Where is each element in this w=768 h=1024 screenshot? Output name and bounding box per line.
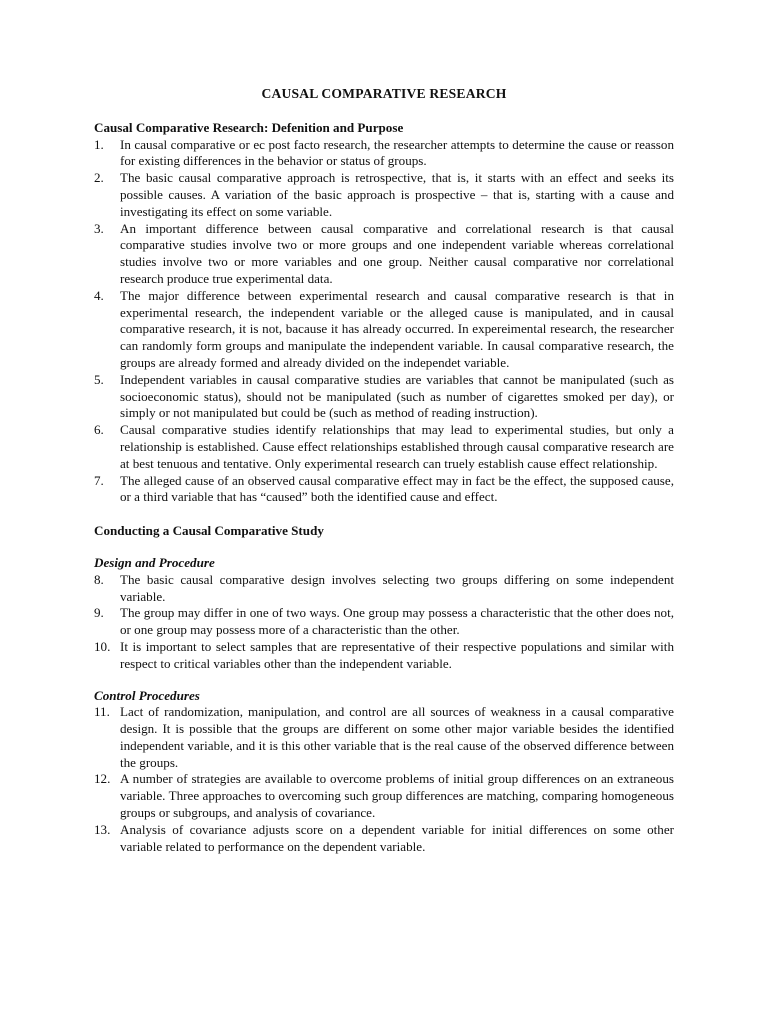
control-list — [94, 704, 674, 855]
section-heading-definition: Causal Comparative Research: Defenition and Purpose — [94, 119, 404, 135]
list-item — [94, 422, 674, 472]
list-item — [94, 639, 674, 673]
item-number: 9. — [94, 605, 104, 621]
list-item — [94, 473, 674, 507]
item-text: Lact of randomization, manipulation, and control are all sources of weakness in a causal comparative design. It is possible that the groups are different on some other major variable besides the identified independent variable, and it is this other variable that is the real cause of the observed difference between the groups. — [120, 704, 674, 770]
item-text: Analysis of covariance adjusts score on a dependent variable for initial differences on some other variable related to performance on the dependent variable. — [120, 821, 674, 854]
item-text: The alleged cause of an observed causal comparative effect may in fact be the effect, the supposed cause, or a third variable that has “caused” both the identified cause and effect. — [120, 472, 674, 505]
item-text: The basic causal comparative approach is retrospective, that is, it starts with an effect and seeks its possible causes. A variation of the basic approach is prospective – that is, starting with a cause and investigating its effect on some variable. — [120, 170, 674, 219]
item-number: 7. — [94, 472, 104, 488]
item-text: A number of strategies are available to overcome problems of initial group differences on an extraneous variable. Three approaches to overcoming such group differences are matching, comparing homogeneous groups or subgroups, and analysis of covariance. — [120, 771, 674, 821]
item-number: 11. — [94, 704, 110, 720]
list-item — [94, 822, 674, 856]
item-number: 1. — [94, 136, 104, 152]
item-number: 6. — [94, 422, 104, 438]
list-item — [94, 137, 674, 171]
item-text: The major difference between experimental research and causal comparative research is that in experimental research, the independent variable or the alleged cause is manipulated, and in causal comparative research, it is not, bacause it has already occurred. In expereimental research, the researcher can randomly form groups and manipulate the independent variable. In causal comparative research, the groups are already formed and already divided on the independet variable. — [120, 287, 674, 370]
list-item — [94, 771, 674, 821]
item-number: 4. — [94, 287, 104, 303]
list-item — [94, 572, 674, 606]
item-number: 13. — [94, 821, 111, 837]
item-text: Independent variables in causal comparative studies are variables that cannot be manipulated (such as socioeconomic status), should not be manipulated (such as number of cigarettes smoked per day), or simply or not manipulated but could be (such as method of reading instruction). — [120, 371, 674, 421]
list-item — [94, 372, 674, 422]
item-number: 2. — [94, 170, 104, 186]
item-number: 3. — [94, 220, 104, 236]
page-title: CAUSAL COMPARATIVE RESEARCH — [261, 86, 507, 101]
spacer — [94, 673, 674, 688]
list-item — [94, 221, 674, 288]
item-text: The group may differ in one of two ways. One group may possess a characteristic that the other does not, or one group may possess more of a characteristic than the other. — [120, 605, 674, 638]
item-text: The basic causal comparative design involves selecting two groups differing on some independent variable. — [120, 571, 674, 604]
list-item — [94, 170, 674, 220]
item-text: It is important to select samples that are representative of their respective populations and similar with respect to critical variables other than the independent variable. — [120, 638, 674, 671]
spacer — [94, 506, 674, 523]
item-number: 10. — [94, 638, 111, 654]
list-item — [94, 605, 674, 639]
item-number: 5. — [94, 371, 104, 387]
list-item — [94, 288, 674, 372]
item-text: An important difference between causal comparative and correlational research is that causal comparative studies involve two or more groups and one independent variable whereas correlational studies involve two or more variables and one group. Neither causal comparative nor correlational research produce true experimental data. — [120, 220, 674, 286]
item-text: In causal comparative or ec post facto research, the researcher attempts to determine the cause or reasson for existing differences in the behavior or status of groups. — [120, 136, 674, 169]
design-list — [94, 572, 674, 673]
subheading-design: Design and Procedure — [94, 554, 215, 570]
item-number: 8. — [94, 571, 104, 587]
subheading-control: Control Procedures — [94, 687, 200, 703]
section-heading-study: Conducting a Causal Comparative Study — [94, 523, 324, 539]
definition-list — [94, 137, 674, 507]
item-text: Causal comparative studies identify relationships that may lead to experimental studies, but only a relationship is established. Cause effect relationships established through causal comparative research are at best tenuous and tentative. Only experimental research can truely establish cause effect relationship. — [120, 422, 674, 471]
item-number: 12. — [94, 771, 111, 787]
spacer — [94, 540, 674, 555]
list-item — [94, 704, 674, 771]
